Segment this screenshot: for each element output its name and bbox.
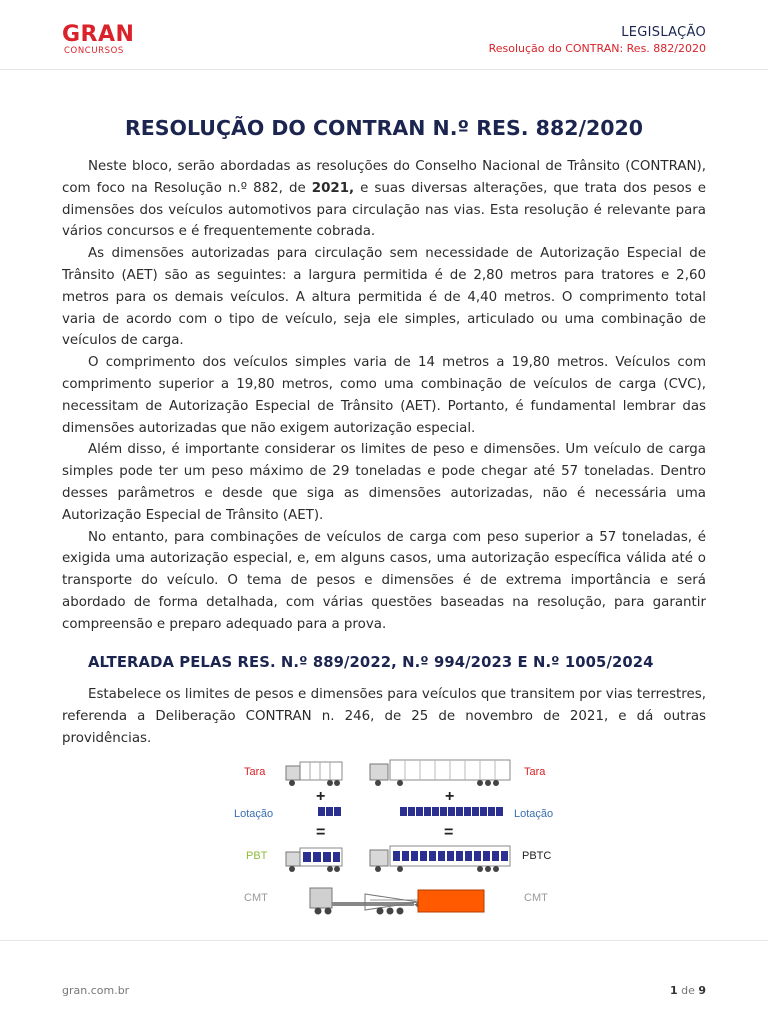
page-total: 9 [698, 984, 706, 997]
equals-left: = [316, 824, 326, 841]
page-of: de [681, 984, 695, 997]
label-lotacao-right: Lotação [514, 808, 554, 820]
label-lotacao-left: Lotação [234, 808, 274, 820]
label-cmt-left: CMT [244, 892, 268, 904]
footer-site[interactable]: gran.com.br [62, 984, 130, 997]
document-title: RESOLUÇÃO DO CONTRAN N.º RES. 882/2020 [124, 116, 644, 140]
label-pbt: PBT [246, 850, 268, 862]
weights-diagram [230, 752, 560, 920]
big-cargo-blocks [400, 807, 503, 816]
paragraph-4: Além disso, é importante considerar os limites de peso e dimensões. Um veículo de carga simples pode ter um peso máximo de 29 toneladas e pode chegar até 57 toneladas. Dentro desses parâmetros e desde que siga as dimensões autorizadas, não é necessária uma Autorização Especial de Trânsito (AET). [62, 442, 706, 523]
small-cargo-blocks [318, 807, 341, 816]
paragraph-1-bold: 2021, [311, 180, 355, 196]
paragraph-1-part-b: e suas diversas alterações, que trata dos pesos e dimensões dos veículos automotivos para circulação nas vias. Esta resolução é relevante para vários concursos e é frequentemente cobrada. [62, 180, 707, 240]
label-tara-right: Tara [524, 766, 546, 778]
header-subtitle: Resolução do CONTRAN: Res. 882/2020 [488, 42, 706, 55]
page-current: 1 [669, 984, 678, 997]
logo-main-text: GRAN [62, 22, 135, 47]
header-info [489, 25, 706, 55]
plus-left: + [316, 788, 326, 805]
paragraph-1 [62, 156, 706, 243]
footer-divider [0, 940, 768, 941]
gran-logo[interactable] [62, 24, 134, 56]
section-title: ALTERADA PELAS RES. N.º 889/2022, N.º 994/2023 E N.º 1005/2024 [88, 654, 654, 671]
cmt-truck [310, 888, 484, 915]
page-header [0, 0, 768, 70]
label-tara-left: Tara [244, 766, 266, 778]
section-body [62, 684, 706, 749]
paragraph-3: O comprimento dos veículos simples varia de 14 metros a 19,80 metros. Veículos com comprimento superior a 19,80 metros, como uma combinação de veículos de carga (CVC), necessitam de Autorização Especial de Trânsito (AET). Portanto, é fundamental lembrar das dimensões autorizadas que não exigem autorização especial. [62, 355, 706, 436]
label-pbtc: PBTC [522, 850, 552, 862]
small-truck-empty [286, 762, 342, 786]
section-paragraph: Estabelece os limites de pesos e dimensões para veículos que transitem por vias terrestres, referenda a Deliberação CONTRAN n. 246, de 25 de novembro de 2021, e dá outras providências. [62, 687, 706, 746]
equals-right: = [444, 824, 454, 841]
plus-right: + [445, 788, 455, 805]
page-number [670, 984, 706, 997]
weights-diagram-svg [230, 752, 560, 920]
paragraph-5: No entanto, para combinações de veículos de carga com peso superior a 57 toneladas, é exigida uma autorização especial, e, em alguns casos, uma autorização específica válida até o transporte do veículo. O tema de pesos e dimensões é de extrema importância e será abordado de forma detalhada, com várias questões baseadas na resolução, para garantir compreensão e preparo adequado para a prova. [62, 529, 706, 632]
big-truck-empty [370, 760, 510, 786]
small-truck-loaded [286, 848, 342, 872]
intro-text [62, 156, 706, 636]
header-title: LEGISLAÇÃO [621, 25, 706, 40]
paragraph-1-part-a: Neste bloco, serão abordadas as resoluções do Conselho Nacional de Trânsito (CONTRAN), com foco na Resolução n.º 882, de [62, 159, 706, 196]
logo-sub-text: CONCURSOS [64, 46, 124, 56]
label-cmt-right: CMT [524, 892, 548, 904]
big-truck-loaded [370, 846, 510, 872]
paragraph-2: As dimensões autorizadas para circulação sem necessidade de Autorização Especial de Trânsito (AET) são as seguintes: a largura permitida é de 2,80 metros para tratores e 2,60 metros para os demais veículos. A altura permitida é de 4,40 metros. O comprimento total varia de acordo com o tipo de veículo, seja ele simples, articulado ou uma combinação de veículos de carga. [62, 246, 706, 349]
